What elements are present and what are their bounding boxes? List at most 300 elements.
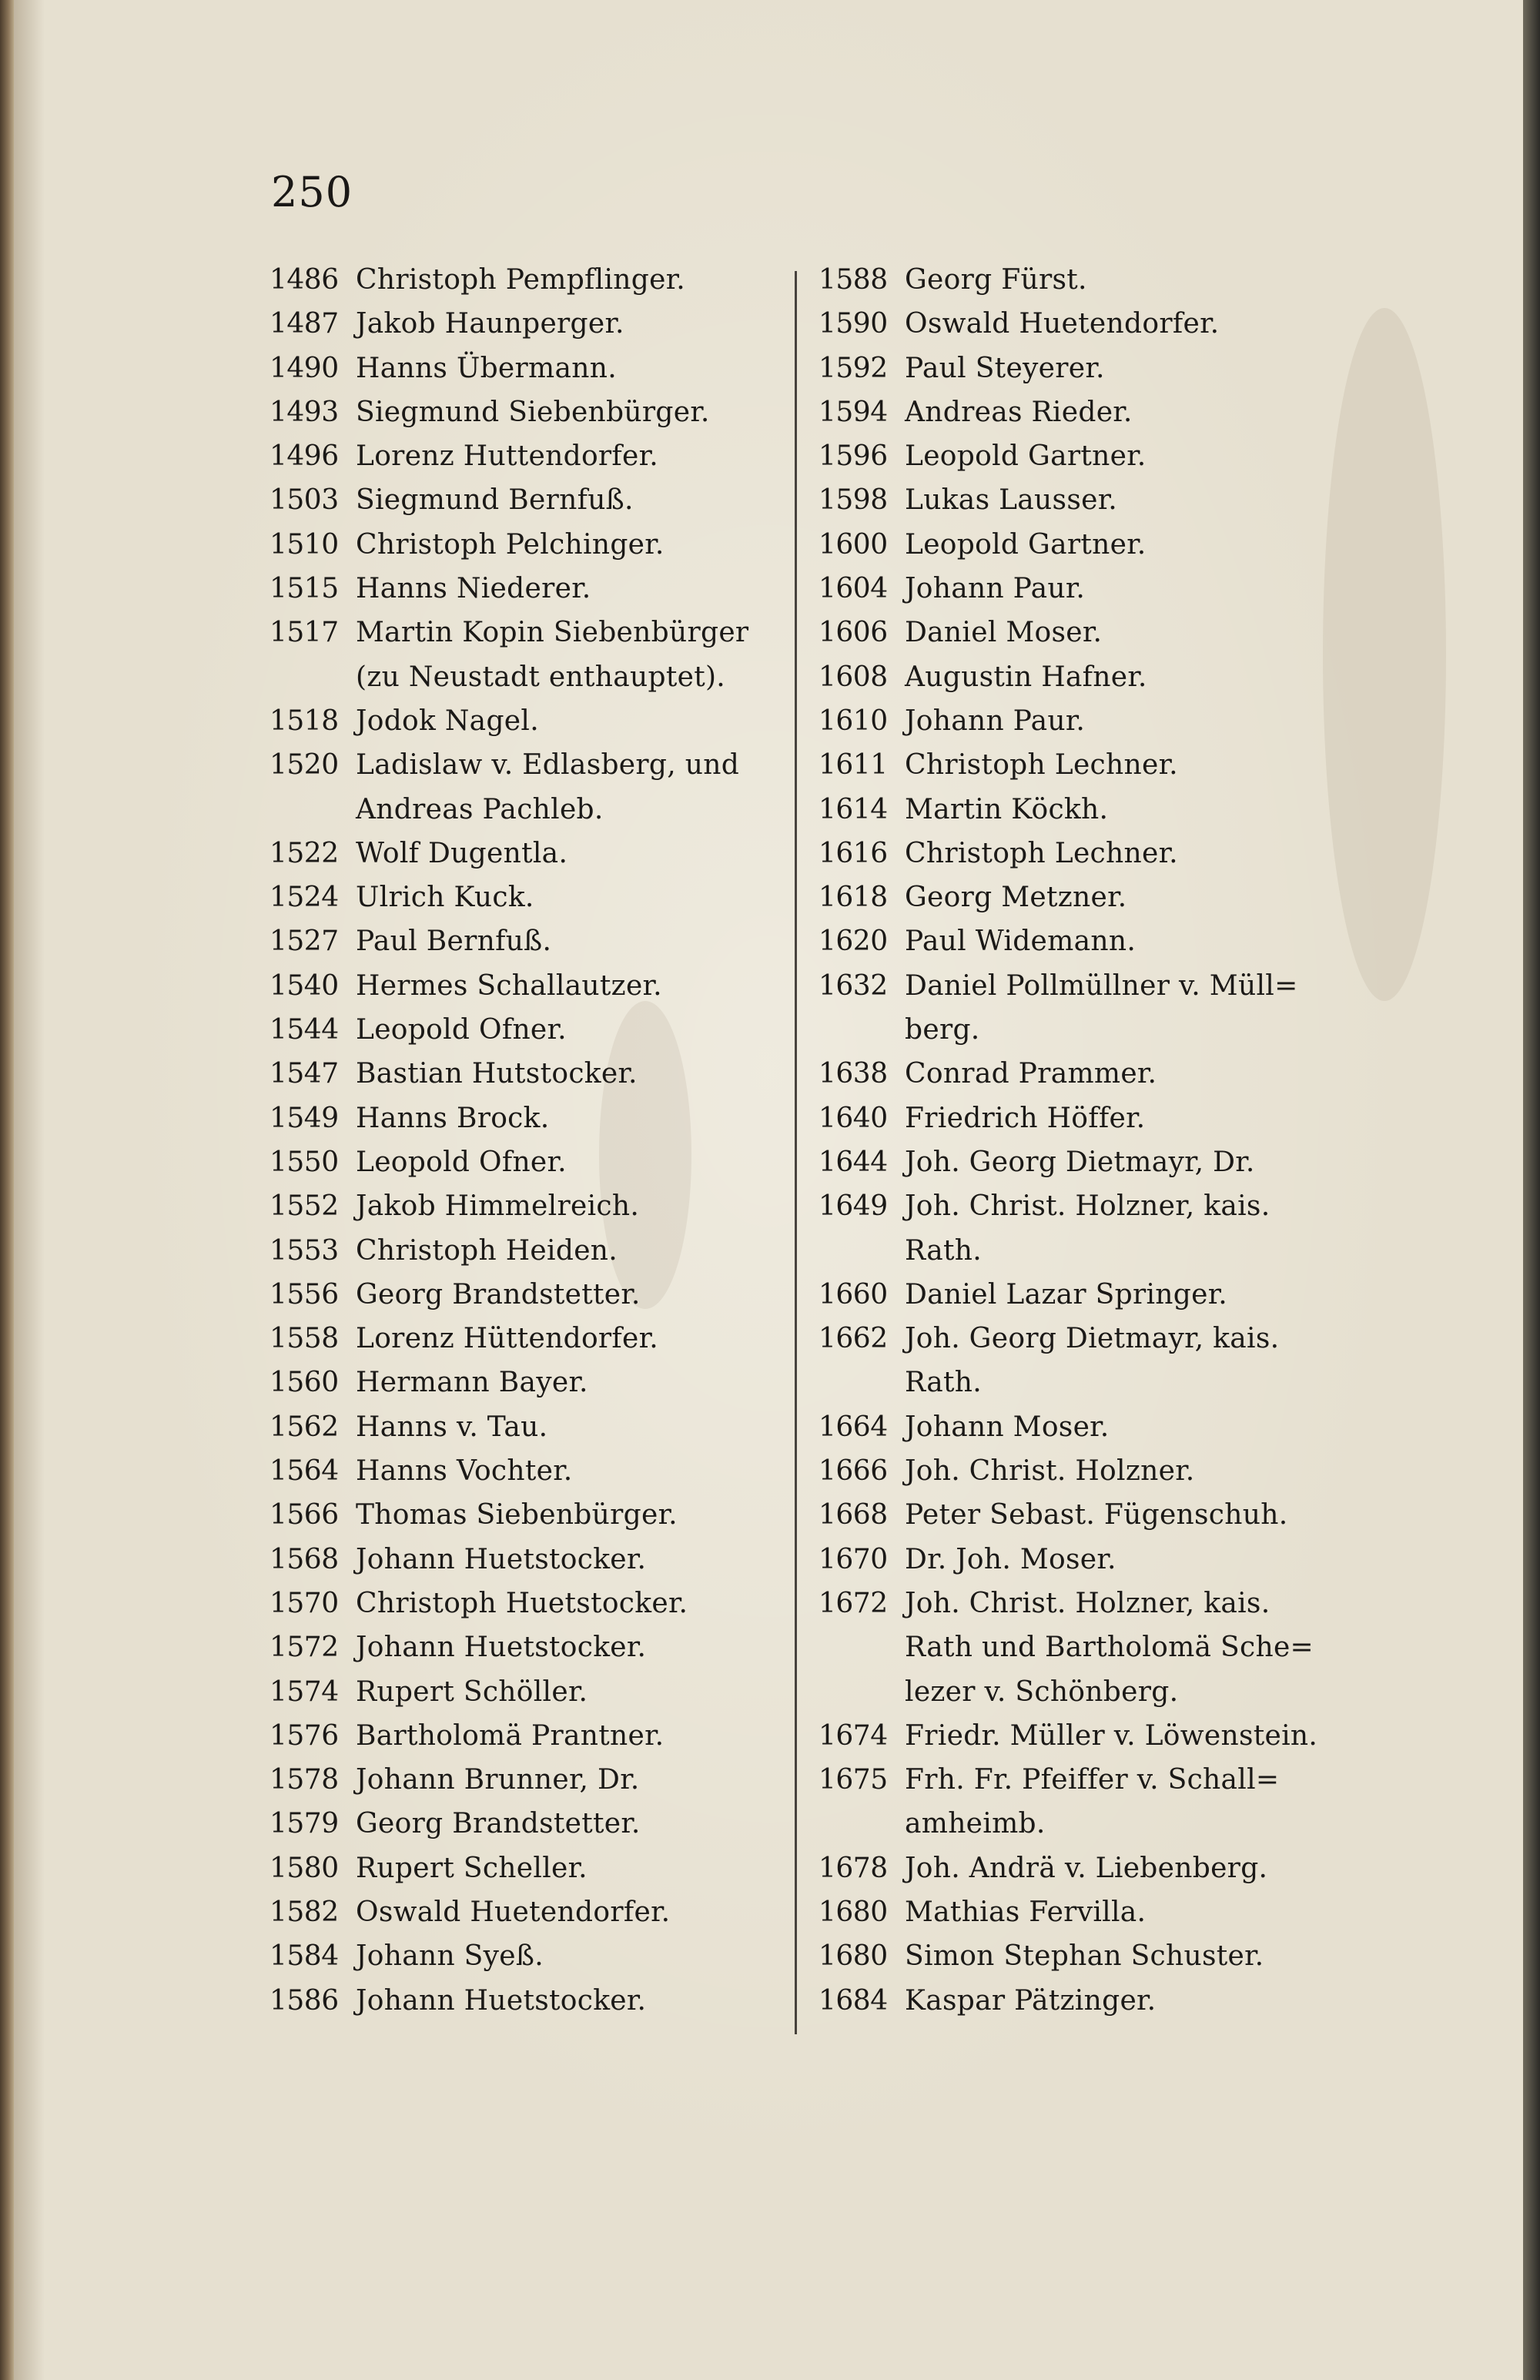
- entry-name-line: Hanns Brock.: [356, 1102, 550, 1134]
- entry-name-line: Leopold Ofner.: [356, 1014, 567, 1046]
- entry-name-line: Kaspar Pätzinger.: [905, 1984, 1157, 2017]
- entry-name-line: Lukas Lausser.: [905, 484, 1117, 517]
- entry-year: 1588: [819, 264, 888, 296]
- list-entry: [270, 523, 785, 567]
- entry-year: 1558: [270, 1323, 339, 1355]
- list-entry: [819, 832, 1358, 875]
- list-entry: [270, 1184, 785, 1228]
- list-entry: [270, 1538, 785, 1582]
- entry-names: [356, 390, 785, 434]
- entry-year: 1611: [819, 749, 888, 782]
- entry-name-line: Daniel Pollmüllner v. Müll=: [905, 969, 1298, 1002]
- entry-year: 1584: [270, 1940, 339, 1973]
- entry-names: [905, 964, 1358, 1053]
- entry-name-line: Bastian Hutstocker.: [356, 1058, 638, 1090]
- list-entry: [819, 434, 1358, 478]
- entry-names: [905, 788, 1358, 832]
- entry-year: 1578: [270, 1764, 339, 1796]
- entry-name-line: Lorenz Huttendorfer.: [356, 440, 658, 473]
- entry-year: 1596: [819, 440, 888, 473]
- entry-year: 1664: [819, 1411, 888, 1443]
- entry-name-line: Andreas Pachleb.: [356, 793, 604, 825]
- list-entry: [819, 919, 1358, 963]
- entry-year: 1568: [270, 1543, 339, 1575]
- entry-name-line: Oswald Huetendorfer.: [905, 308, 1220, 340]
- entry-name-line: Daniel Lazar Springer.: [905, 1278, 1228, 1311]
- entry-names: [356, 1052, 785, 1096]
- list-entry: [270, 258, 785, 302]
- list-entry: [270, 1229, 785, 1273]
- entry-year: 1549: [270, 1102, 339, 1134]
- entry-year: 1638: [819, 1058, 888, 1090]
- list-entry: [270, 1934, 785, 1978]
- entry-name-line: berg.: [905, 1014, 980, 1046]
- list-entry: [819, 1096, 1358, 1140]
- list-entry: [819, 1582, 1358, 1714]
- entry-name-line: Joh. Georg Dietmayr, kais.: [905, 1323, 1280, 1355]
- entry-name-line: Johann Huetstocker.: [356, 1632, 647, 1664]
- list-entry: [270, 611, 785, 699]
- entry-names: [356, 258, 785, 302]
- list-entry: [270, 1008, 785, 1052]
- entry-names: [905, 743, 1358, 787]
- entry-year: 1680: [819, 1896, 888, 1928]
- entry-name-line: Christoph Huetstocker.: [356, 1587, 688, 1619]
- entry-names: [356, 1538, 785, 1582]
- entry-name-line: Paul Widemann.: [905, 926, 1137, 958]
- entry-year: 1493: [270, 396, 339, 428]
- entry-year: 1517: [270, 617, 339, 649]
- entry-name-line: (zu Neustadt enthauptet).: [356, 661, 726, 693]
- entry-names: [356, 1317, 785, 1361]
- list-entry: [270, 743, 785, 832]
- entry-name-line: Christoph Lechner.: [905, 837, 1178, 869]
- entry-names: [905, 919, 1358, 963]
- entry-name-line: Paul Bernfuß.: [356, 926, 552, 958]
- list-entry: [270, 1493, 785, 1537]
- list-entry: [819, 1538, 1358, 1582]
- entry-names: [356, 964, 785, 1008]
- entry-names: [356, 1184, 785, 1228]
- list-entry: [819, 1714, 1358, 1758]
- entry-name-line: Christoph Pelchinger.: [356, 528, 665, 561]
- entry-names: [905, 390, 1358, 434]
- entry-name-line: Conrad Prammer.: [905, 1058, 1157, 1090]
- list-entry: [270, 1096, 785, 1140]
- entry-name-line: Johann Moser.: [905, 1411, 1110, 1443]
- entry-year: 1490: [270, 352, 339, 384]
- entry-name-line: Christoph Lechner.: [905, 749, 1178, 782]
- list-entry: [270, 390, 785, 434]
- list-entry: [270, 964, 785, 1008]
- entry-year: 1544: [270, 1014, 339, 1046]
- list-entry: [270, 1714, 785, 1758]
- entry-names: [905, 1714, 1358, 1758]
- entry-name-line: Friedr. Müller v. Löwenstein.: [905, 1719, 1318, 1752]
- entry-year: 1666: [819, 1455, 888, 1488]
- entry-name-line: Johann Brunner, Dr.: [356, 1764, 640, 1796]
- list-entry: [819, 346, 1358, 390]
- entry-names: [356, 1229, 785, 1273]
- entry-names: [905, 1273, 1358, 1317]
- entry-year: 1606: [819, 617, 888, 649]
- entry-name-line: Lorenz Hüttendorfer.: [356, 1323, 658, 1355]
- entry-year: 1684: [819, 1984, 888, 2017]
- book-spine-shadow: [0, 0, 14, 2380]
- entry-name-line: Christoph Heiden.: [356, 1234, 618, 1267]
- entry-year: 1586: [270, 1984, 339, 2017]
- entry-name-line: Joh. Andrä v. Liebenberg.: [905, 1852, 1268, 1884]
- list-entry: [270, 919, 785, 963]
- entry-name-line: Martin Köckh.: [905, 793, 1109, 825]
- list-entry: [270, 875, 785, 919]
- entry-names: [356, 1405, 785, 1449]
- entry-name-line: Georg Metzner.: [905, 882, 1127, 914]
- entry-names: [356, 1582, 785, 1625]
- entry-year: 1496: [270, 440, 339, 473]
- entry-year: 1520: [270, 749, 339, 782]
- entry-year: 1620: [819, 926, 888, 958]
- entry-names: [905, 1449, 1358, 1493]
- entry-year: 1668: [819, 1499, 888, 1531]
- entry-name-line: Jodok Nagel.: [356, 705, 539, 737]
- entry-name-line: Hermann Bayer.: [356, 1367, 588, 1399]
- list-entry: [819, 788, 1358, 832]
- entry-year: 1527: [270, 926, 339, 958]
- list-entry: [270, 1979, 785, 2023]
- entry-names: [905, 1184, 1358, 1273]
- entry-names: [905, 1096, 1358, 1140]
- entry-names: [905, 1758, 1358, 1846]
- entry-year: 1580: [270, 1852, 339, 1884]
- list-entry: [270, 1052, 785, 1096]
- entry-names: [356, 875, 785, 919]
- page-number: 250: [271, 168, 353, 216]
- entry-name-line: Daniel Moser.: [905, 617, 1103, 649]
- entry-year: 1579: [270, 1808, 339, 1840]
- list-entry: [270, 1140, 785, 1184]
- left-column-list: [270, 258, 785, 2023]
- entry-year: 1618: [819, 882, 888, 914]
- entry-names: [356, 1670, 785, 1714]
- entry-name-line: Rath.: [905, 1234, 982, 1267]
- entry-name-line: Rupert Schöller.: [356, 1675, 588, 1708]
- entry-year: 1550: [270, 1146, 339, 1178]
- entry-name-line: Jakob Himmelreich.: [356, 1190, 640, 1223]
- entry-name-line: Christoph Pempflinger.: [356, 264, 686, 296]
- list-entry: [819, 523, 1358, 567]
- entry-name-line: Hanns v. Tau.: [356, 1411, 548, 1443]
- entry-name-line: Oswald Huetendorfer.: [356, 1896, 671, 1928]
- list-entry: [819, 1934, 1358, 1978]
- entry-name-line: Siegmund Bernfuß.: [356, 484, 634, 517]
- entry-names: [356, 1493, 785, 1537]
- entry-year: 1566: [270, 1499, 339, 1531]
- list-entry: [270, 1582, 785, 1625]
- entry-year: 1518: [270, 705, 339, 737]
- entry-name-line: Friedrich Höffer.: [905, 1102, 1146, 1134]
- entry-year: 1680: [819, 1940, 888, 1973]
- list-entry: [270, 1449, 785, 1493]
- entry-names: [905, 655, 1358, 699]
- entry-names: [905, 567, 1358, 611]
- list-entry: [819, 1184, 1358, 1273]
- list-entry: [819, 1052, 1358, 1096]
- list-entry: [270, 1361, 785, 1404]
- entry-names: [356, 1140, 785, 1184]
- entry-year: 1524: [270, 882, 339, 914]
- entry-names: [356, 611, 785, 699]
- entry-name-line: Hermes Schallautzer.: [356, 969, 662, 1002]
- entry-names: [905, 1493, 1358, 1537]
- entry-names: [356, 1802, 785, 1846]
- entry-year: 1594: [819, 396, 888, 428]
- entry-year: 1564: [270, 1455, 339, 1488]
- entry-year: 1616: [819, 837, 888, 869]
- entry-name-line: Hanns Vochter.: [356, 1455, 573, 1488]
- entry-names: [905, 832, 1358, 875]
- entry-name-line: Frh. Fr. Pfeiffer v. Schall=: [905, 1764, 1280, 1796]
- list-entry: [819, 478, 1358, 522]
- entry-names: [356, 743, 785, 832]
- entry-names: [356, 1361, 785, 1404]
- entry-name-line: Joh. Christ. Holzner, kais.: [905, 1587, 1270, 1619]
- entry-name-line: Simon Stephan Schuster.: [905, 1940, 1264, 1973]
- entry-names: [356, 1890, 785, 1934]
- entry-year: 1570: [270, 1587, 339, 1619]
- entry-names: [356, 1096, 785, 1140]
- list-entry: [819, 390, 1358, 434]
- entry-name-line: Martin Kopin Siebenbürger: [356, 617, 749, 649]
- list-entry: [270, 1317, 785, 1361]
- entry-name-line: Thomas Siebenbürger.: [356, 1499, 678, 1531]
- list-entry: [819, 567, 1358, 611]
- entry-names: [356, 1008, 785, 1052]
- list-entry: [819, 1758, 1358, 1846]
- entry-names: [356, 699, 785, 743]
- entry-name-line: Rupert Scheller.: [356, 1852, 588, 1884]
- entry-names: [905, 699, 1358, 743]
- entry-year: 1553: [270, 1234, 339, 1267]
- entry-names: [905, 258, 1358, 302]
- entry-names: [905, 611, 1358, 654]
- entry-year: 1644: [819, 1146, 888, 1178]
- entry-name-line: amheimb.: [905, 1808, 1046, 1840]
- entry-year: 1610: [819, 705, 888, 737]
- entry-year: 1582: [270, 1896, 339, 1928]
- entry-names: [356, 567, 785, 611]
- list-entry: [270, 567, 785, 611]
- entry-name-line: Andreas Rieder.: [905, 396, 1133, 428]
- entry-name-line: Ulrich Kuck.: [356, 882, 534, 914]
- entry-year: 1674: [819, 1719, 888, 1752]
- entry-name-line: Jakob Haunperger.: [356, 308, 624, 340]
- entry-names: [905, 1140, 1358, 1184]
- entry-names: [356, 1273, 785, 1317]
- entry-year: 1660: [819, 1278, 888, 1311]
- entry-year: 1486: [270, 264, 339, 296]
- entry-names: [905, 1846, 1358, 1890]
- entry-name-line: Dr. Joh. Moser.: [905, 1543, 1116, 1575]
- entry-year: 1592: [819, 352, 888, 384]
- entry-names: [356, 523, 785, 567]
- entry-names: [905, 1317, 1358, 1405]
- list-entry: [270, 1846, 785, 1890]
- entry-year: 1576: [270, 1719, 339, 1752]
- entry-names: [356, 1846, 785, 1890]
- entry-name-line: Leopold Gartner.: [905, 528, 1147, 561]
- list-entry: [270, 1273, 785, 1317]
- entry-names: [356, 1625, 785, 1669]
- entry-year: 1547: [270, 1058, 339, 1090]
- list-entry: [819, 302, 1358, 346]
- entry-name-line: Johann Paur.: [905, 705, 1086, 737]
- entry-names: [356, 1758, 785, 1802]
- entry-name-line: Georg Brandstetter.: [356, 1808, 641, 1840]
- entry-year: 1540: [270, 969, 339, 1002]
- entry-year: 1608: [819, 661, 888, 693]
- entry-year: 1675: [819, 1764, 888, 1796]
- entry-name-line: Leopold Gartner.: [905, 440, 1147, 473]
- entry-name-line: Bartholomä Prantner.: [356, 1719, 665, 1752]
- entry-names: [356, 1449, 785, 1493]
- list-entry: [270, 1890, 785, 1934]
- entry-name-line: Ladislaw v. Edlasberg, und: [356, 749, 740, 782]
- list-entry: [270, 434, 785, 478]
- list-entry: [819, 964, 1358, 1053]
- entry-name-line: Paul Steyerer.: [905, 352, 1105, 384]
- entry-name-line: Johann Syeß.: [356, 1940, 544, 1973]
- entry-year: 1678: [819, 1852, 888, 1884]
- entry-name-line: Hanns Übermann.: [356, 352, 617, 384]
- entry-names: [905, 875, 1358, 919]
- entry-names: [356, 832, 785, 875]
- list-entry: [819, 1140, 1358, 1184]
- column-divider: [795, 271, 797, 2034]
- entry-names: [356, 346, 785, 390]
- list-entry: [270, 1758, 785, 1802]
- list-entry: [270, 1625, 785, 1669]
- list-entry: [270, 478, 785, 522]
- entry-year: 1604: [819, 573, 888, 605]
- list-entry: [819, 1449, 1358, 1493]
- entry-year: 1598: [819, 484, 888, 517]
- entry-names: [905, 1538, 1358, 1582]
- entry-year: 1649: [819, 1190, 888, 1223]
- entry-name-line: lezer v. Schönberg.: [905, 1675, 1179, 1708]
- entry-name-line: Joh. Christ. Holzner, kais.: [905, 1190, 1270, 1223]
- entry-name-line: Johann Huetstocker.: [356, 1543, 647, 1575]
- entry-names: [905, 523, 1358, 567]
- entry-year: 1632: [819, 969, 888, 1002]
- right-column-list: [819, 258, 1358, 2023]
- entry-name-line: Hanns Niederer.: [356, 573, 591, 605]
- entry-year: 1614: [819, 793, 888, 825]
- entry-names: [905, 434, 1358, 478]
- entry-names: [905, 1052, 1358, 1096]
- entry-year: 1552: [270, 1190, 339, 1223]
- list-entry: [819, 875, 1358, 919]
- entry-names: [356, 434, 785, 478]
- list-entry: [270, 302, 785, 346]
- list-entry: [819, 1890, 1358, 1934]
- list-entry: [819, 1846, 1358, 1890]
- next-page-edge: [1523, 0, 1540, 2380]
- entry-name-line: Siegmund Siebenbürger.: [356, 396, 710, 428]
- entry-year: 1574: [270, 1675, 339, 1708]
- entry-names: [356, 1979, 785, 2023]
- entry-names: [356, 302, 785, 346]
- entry-name-line: Georg Fürst.: [905, 264, 1087, 296]
- entry-year: 1590: [819, 308, 888, 340]
- list-entry: [270, 1670, 785, 1714]
- entry-year: 1572: [270, 1632, 339, 1664]
- list-entry: [819, 1273, 1358, 1317]
- entry-names: [905, 1934, 1358, 1978]
- entry-name-line: Leopold Ofner.: [356, 1146, 567, 1178]
- entry-names: [356, 478, 785, 522]
- list-entry: [819, 655, 1358, 699]
- entry-year: 1556: [270, 1278, 339, 1311]
- entry-year: 1560: [270, 1367, 339, 1399]
- entry-name-line: Georg Brandstetter.: [356, 1278, 641, 1311]
- list-entry: [270, 699, 785, 743]
- entry-name-line: Rath.: [905, 1367, 982, 1399]
- entry-year: 1670: [819, 1543, 888, 1575]
- list-entry: [819, 1493, 1358, 1537]
- list-entry: [819, 611, 1358, 654]
- entry-year: 1510: [270, 528, 339, 561]
- list-entry: [270, 346, 785, 390]
- entry-names: [356, 919, 785, 963]
- entry-names: [905, 1582, 1358, 1714]
- entry-name-line: Rath und Bartholomä Sche=: [905, 1632, 1314, 1664]
- entry-name-line: Mathias Fervilla.: [905, 1896, 1147, 1928]
- entry-year: 1672: [819, 1587, 888, 1619]
- entry-year: 1515: [270, 573, 339, 605]
- entry-year: 1487: [270, 308, 339, 340]
- list-entry: [819, 1979, 1358, 2023]
- list-entry: [819, 1405, 1358, 1449]
- entry-name-line: Joh. Christ. Holzner.: [905, 1455, 1195, 1488]
- entry-names: [356, 1714, 785, 1758]
- list-entry: [819, 699, 1358, 743]
- entry-year: 1522: [270, 837, 339, 869]
- entry-year: 1662: [819, 1323, 888, 1355]
- entry-year: 1640: [819, 1102, 888, 1134]
- list-entry: [270, 832, 785, 875]
- entry-name-line: Joh. Georg Dietmayr, Dr.: [905, 1146, 1255, 1178]
- list-entry: [819, 743, 1358, 787]
- entry-name-line: Wolf Dugentla.: [356, 837, 568, 869]
- entry-names: [905, 1405, 1358, 1449]
- list-entry: [270, 1802, 785, 1846]
- entry-names: [905, 478, 1358, 522]
- entry-names: [356, 1934, 785, 1978]
- entry-name-line: Peter Sebast. Fügenschuh.: [905, 1499, 1288, 1531]
- entry-name-line: Johann Huetstocker.: [356, 1984, 647, 2017]
- entry-names: [905, 346, 1358, 390]
- list-entry: [819, 1317, 1358, 1405]
- entry-year: 1562: [270, 1411, 339, 1443]
- entry-year: 1503: [270, 484, 339, 517]
- list-entry: [270, 1405, 785, 1449]
- entry-names: [905, 1890, 1358, 1934]
- entry-year: 1600: [819, 528, 888, 561]
- entry-names: [905, 1979, 1358, 2023]
- entry-names: [905, 302, 1358, 346]
- list-entry: [819, 258, 1358, 302]
